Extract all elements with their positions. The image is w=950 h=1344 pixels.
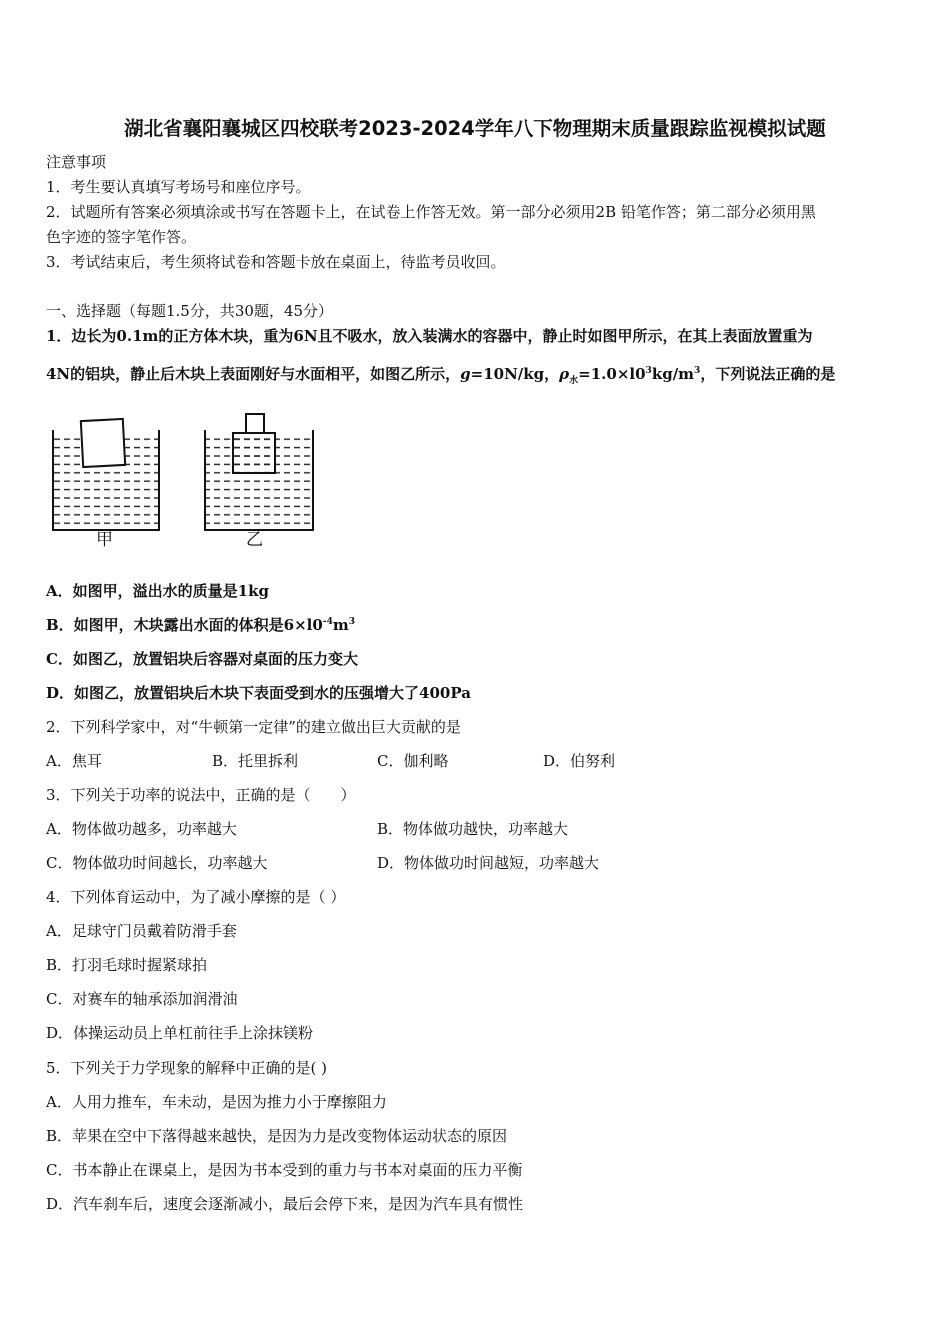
q1-figure bbox=[44, 410, 334, 562]
q2-option-d: D．伯努利 bbox=[543, 752, 616, 770]
q2-option-b: B．托里拆利 bbox=[212, 752, 299, 770]
q3-option-a: A．物体做功越多，功率越大 bbox=[46, 820, 237, 838]
q4-option-d: D．体操运动员上单杠前往手上涂抹镁粉 bbox=[46, 1024, 314, 1042]
figure-label-jia: 甲 bbox=[96, 530, 113, 550]
q1-option-b-unit: m bbox=[332, 616, 349, 634]
q4-option-b: B．打羽毛球时握紧球拍 bbox=[46, 956, 208, 974]
page-title: 湖北省襄阳襄城区四校联考2023-2024学年八下物理期末质量跟踪监视模拟试题 bbox=[124, 117, 826, 140]
section-heading: 一、选择题（每题1.5分，共30题，45分） bbox=[46, 302, 334, 320]
q1-stem-line2 bbox=[46, 364, 835, 391]
q5-option-d: D．汽车刹车后，速度会逐渐减小，最后会停下来，是因为汽车具有惯性 bbox=[46, 1195, 524, 1213]
q4-option-a: A．足球守门员戴着防滑手套 bbox=[46, 922, 237, 940]
notice-item-1: 1．考生要认真填写考场号和座位序号。 bbox=[46, 178, 311, 196]
q5-stem: 5．下列关于力学现象的解释中正确的是( ) bbox=[46, 1059, 328, 1077]
q1-option-b-unit-exp: 3 bbox=[348, 617, 355, 627]
q1-rho-value: =1.0×l0 bbox=[578, 365, 646, 383]
q1-stem-line2-text: 4N的铝块，静止后木块上表面刚好与水面相平，如图乙所示， bbox=[46, 365, 461, 383]
notice-item-2a: 2．试题所有答案必须填涂或书写在答题卡上，在试卷上作答无效。第一部分必须用2B 铅笔作答；第二部分必须用黑 bbox=[46, 203, 816, 221]
q1-option-b bbox=[46, 615, 355, 635]
q4-stem: 4．下列体育运动中，为了减小摩擦的是（ ） bbox=[46, 888, 346, 906]
notice-item-2b: 色字迹的签字笔作答。 bbox=[46, 228, 197, 246]
notice-item-3: 3．考试结束后，考生须将试卷和答题卡放在桌面上，待监考员收回。 bbox=[46, 253, 506, 271]
q2-option-c: C．伽利略 bbox=[377, 752, 449, 770]
q5-option-a: A．人用力推车，车未动，是因为推力小于摩擦阻力 bbox=[46, 1093, 387, 1111]
q1-rho-unit: kg/m bbox=[651, 365, 695, 383]
q1-stem-line1: 1．边长为0.1m的正方体木块，重为6N且不吸水，放入装满水的容器中，静止时如图甲所示，在其上表面放置重为 bbox=[46, 327, 813, 345]
q1-option-c: C．如图乙，放置铝块后容器对桌面的压力变大 bbox=[46, 650, 358, 668]
q5-option-b: B．苹果在空中下落得越来越快，是因为力是改变物体运动状态的原因 bbox=[46, 1127, 508, 1145]
q2-stem: 2．下列科学家中，对“牛顿第一定律”的建立做出巨大贡献的是 bbox=[46, 718, 461, 736]
q1-rho-symbol: ρ bbox=[559, 365, 570, 383]
container-jia bbox=[53, 419, 159, 530]
q1-option-d: D．如图乙，放置铝块后木块下表面受到水的压强增大了400Pa bbox=[46, 684, 471, 702]
q3-option-d: D．物体做功时间越短，功率越大 bbox=[377, 854, 600, 872]
container-yi bbox=[205, 414, 313, 530]
q1-option-a: A．如图甲，溢出水的质量是1kg bbox=[46, 582, 269, 600]
q2-option-a: A．焦耳 bbox=[46, 752, 102, 770]
q1-figure-svg bbox=[44, 410, 334, 558]
q3-option-b: B．物体做功越快，功率越大 bbox=[377, 820, 569, 838]
q1-g-symbol: g bbox=[460, 365, 471, 383]
q1-stem-line2-end: ，下列说法正确的是 bbox=[700, 365, 836, 383]
q3-option-c: C．物体做功时间越长，功率越大 bbox=[46, 854, 268, 872]
q1-rho-unit-exp: 3 bbox=[694, 366, 701, 376]
notice-heading: 注意事项 bbox=[46, 153, 107, 171]
q1-option-b-text: B．如图甲，木块露出水面的体积是6×l0 bbox=[46, 616, 323, 634]
q5-option-c: C．书本静止在课桌上，是因为书本受到的重力与书本对桌面的压力平衡 bbox=[46, 1161, 523, 1179]
q4-option-c: C．对赛车的轴承添加润滑油 bbox=[46, 990, 238, 1008]
q1-g-value: =10N/kg， bbox=[470, 365, 560, 383]
q1-rho-sub: 水 bbox=[569, 376, 579, 386]
q1-rho-exp: 3 bbox=[645, 366, 652, 376]
q3-stem: 3．下列关于功率的说法中，正确的是（ ） bbox=[46, 786, 356, 804]
figure-label-yi: 乙 bbox=[246, 530, 263, 550]
q1-option-b-exp: -4 bbox=[322, 617, 333, 627]
